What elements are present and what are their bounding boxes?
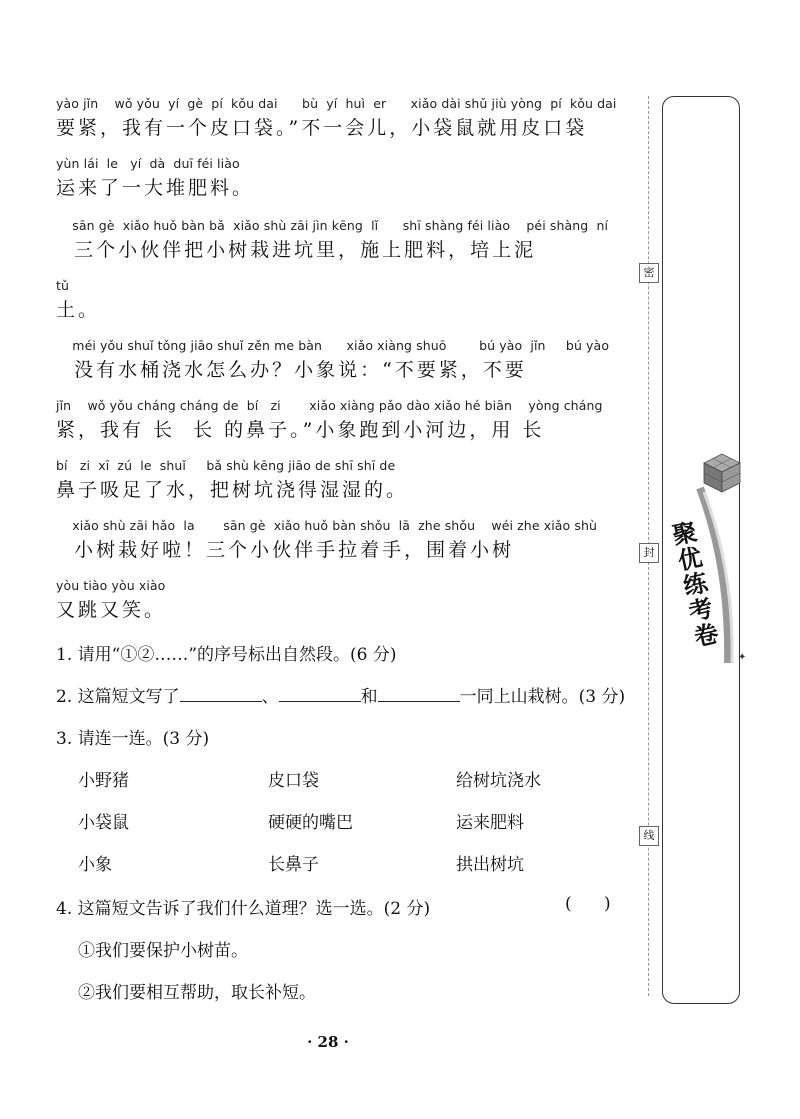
pinyin-line: yào jǐn wǒ yǒu yí gè pí kǒu dai bù yí huì er xiǎo dài shǔ jiù yòng pí kǒu dai bbox=[56, 96, 617, 111]
match-item[interactable]: 拱出树坑 bbox=[456, 855, 524, 875]
question-3: 3. 请连一连。(3 分) bbox=[56, 729, 210, 749]
story-line-1 bbox=[56, 96, 626, 140]
answer-parentheses[interactable]: ( ) bbox=[565, 894, 611, 914]
pinyin-line: xiǎo shù zāi hǎo la sān gè xiǎo huǒ bàn shǒu lā zhe shǒu wéi zhe xiǎo shù bbox=[56, 518, 598, 533]
pinyin-line: sān gè xiǎo huǒ bàn bǎ xiǎo shù zāi jìn kēng lǐ shī shàng féi liào péi shàng ní bbox=[56, 218, 609, 233]
answer-blank-1[interactable] bbox=[180, 685, 262, 702]
story-line-3 bbox=[56, 218, 626, 262]
brand-banner: 聚优练考卷 bbox=[665, 518, 721, 652]
match-item[interactable]: 小象 bbox=[78, 855, 112, 875]
pinyin-line: tǔ bbox=[56, 278, 70, 293]
story-line-8 bbox=[56, 518, 626, 562]
question-2-prefix: 2. 这篇短文写了 bbox=[56, 687, 180, 707]
question-2-sep2: 和 bbox=[360, 687, 378, 707]
seal-mark: 密 bbox=[639, 263, 659, 283]
match-item[interactable]: 小野猪 bbox=[78, 771, 129, 791]
pinyin-line: yùn lái le yí dà duī féi liào bbox=[56, 156, 240, 171]
match-column-3 bbox=[456, 766, 541, 892]
question-4: 4. 这篇短文告诉了我们什么道理？选一选。(2 分) bbox=[56, 899, 431, 919]
hanzi-line: 没有水桶浇水怎么办？小象说：“不要紧，不要 bbox=[56, 359, 527, 381]
match-column-2 bbox=[268, 766, 353, 892]
hanzi-line: 三个小伙伴把小树栽进坑里，施上肥料，培上泥 bbox=[56, 239, 537, 261]
hanzi-line: 运来了一大堆肥料。 bbox=[56, 177, 255, 199]
hanzi-line: 小树栽好啦！三个小伙伴手拉着手，围着小树 bbox=[56, 539, 515, 561]
question-1: 1. 请用“①②……”的序号标出自然段。(6 分) bbox=[56, 645, 397, 665]
story-line-9 bbox=[56, 578, 626, 622]
story-line-6 bbox=[56, 398, 626, 442]
pinyin-line: jǐn wǒ yǒu cháng cháng de bí zi xiǎo xiàng pǎo dào xiǎo hé biān yòng cháng bbox=[56, 398, 603, 413]
seal-mark: 封 bbox=[639, 543, 659, 563]
match-item[interactable]: 小袋鼠 bbox=[78, 813, 129, 833]
page-number: · 28 · bbox=[307, 1033, 349, 1051]
answer-blank-3[interactable] bbox=[378, 685, 460, 702]
match-item[interactable]: 长鼻子 bbox=[268, 855, 319, 875]
story-line-7 bbox=[56, 458, 626, 502]
question-2 bbox=[56, 682, 625, 707]
hanzi-line: 要紧，我有一个皮口袋。”不一会儿，小袋鼠就用皮口袋 bbox=[56, 117, 588, 139]
hanzi-line: 鼻子吸足了水，把树坑浇得湿湿的。 bbox=[56, 479, 409, 501]
match-item[interactable]: 运来肥料 bbox=[456, 813, 524, 833]
match-column-1 bbox=[78, 766, 129, 892]
seal-mark: 线 bbox=[639, 826, 659, 846]
pinyin-line: bí zi xī zú le shuǐ bǎ shù kēng jiāo de shī shī de bbox=[56, 458, 396, 473]
pinyin-line: yòu tiào yòu xiào bbox=[56, 578, 166, 593]
hanzi-line: 又跳又笑。 bbox=[56, 599, 167, 621]
option-2[interactable]: ②我们要相互帮助，取长补短。 bbox=[78, 983, 316, 1003]
story-line-4 bbox=[56, 278, 626, 322]
story-line-5 bbox=[56, 338, 626, 382]
option-1[interactable]: ①我们要保护小树苗。 bbox=[78, 941, 248, 961]
question-2-suffix: 一同上山栽树。(3 分) bbox=[459, 687, 626, 707]
story-line-2 bbox=[56, 156, 626, 200]
pinyin-line: méi yǒu shuǐ tǒng jiāo shuǐ zěn me bàn xiǎo xiàng shuō bú yào jǐn bú yào bbox=[56, 338, 610, 353]
match-item[interactable]: 皮口袋 bbox=[268, 771, 319, 791]
hanzi-line: 紧，我有 长 长 的鼻子。”小象跑到小河边，用 长 bbox=[56, 419, 545, 441]
match-item[interactable]: 给树坑浇水 bbox=[456, 771, 541, 791]
svg-text:✦: ✦ bbox=[738, 652, 747, 663]
match-item[interactable]: 硬硬的嘴巴 bbox=[268, 813, 353, 833]
hanzi-line: 土。 bbox=[56, 299, 101, 321]
question-2-sep1: 、 bbox=[261, 687, 279, 707]
answer-blank-2[interactable] bbox=[279, 685, 361, 702]
